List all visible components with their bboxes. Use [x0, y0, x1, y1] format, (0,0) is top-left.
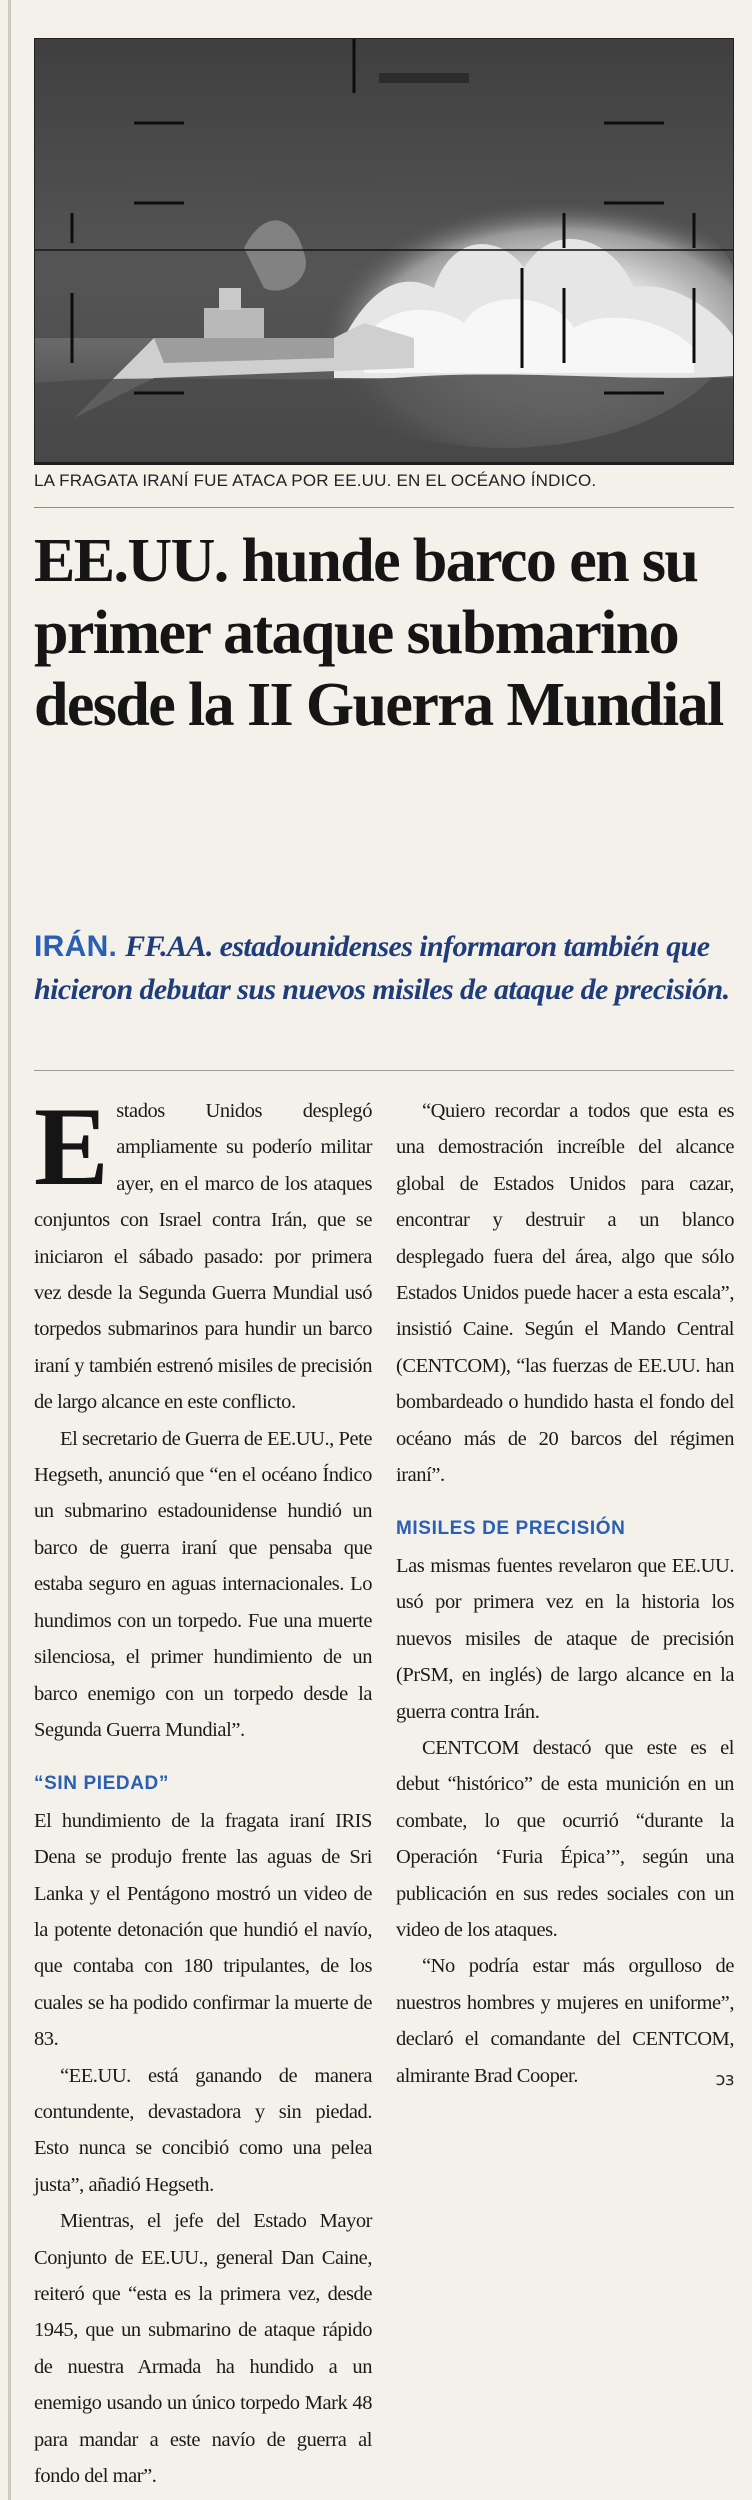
body-paragraph-4: “EE.UU. está ganando de manera contundente, devastadora y sin piedad. Esto nunca se concibió como una pelea justa”, añadió Hegseth.	[34, 2064, 372, 2196]
body-paragraph-2: El secretario de Guerra de EE.UU., Pete Hegseth, anunció que “en el océano Índico un submarino estadounidense hundió un barco de guerra iraní que pensaba que estaba seguro en aguas internacionales. Lo hundimos con un torpedo. Fue una muerte silenciosa, el primer hundimiento de un barco enemigo con un torpedo desde la Segunda Guerra Mundial”.	[34, 1427, 373, 1741]
body-paragraph-8: CENTCOM destacó que este es el debut “histórico” de esta munición en un combate, lo que ocurrió “durante la Operación ‘Furia Épica’”, según una publicación en sus redes sociales con un video de los ataques.	[396, 1736, 734, 1941]
body-paragraph-7: Las mismas fuentes revelaron que EE.UU. usó por primera vez en la historia los nuevos misiles de ataque de precisión (PrSM, en inglés) de largo alcance en la guerra contra Irán.	[396, 1554, 734, 1723]
body-paragraph-9	[396, 1948, 734, 2094]
column-continuation-spacer	[396, 1057, 734, 1093]
page-edge-rule	[8, 0, 11, 2500]
photo-caption: LA FRAGATA IRANÍ FUE ATACA POR EE.UU. EN EL OCÉANO ÍNDICO.	[34, 471, 597, 490]
end-of-article-mark: ↄз	[715, 2068, 734, 2090]
body-paragraph-1	[34, 1085, 372, 1421]
body-paragraph-1-text: stados Unidos desplegó ampliamente su poderío militar ayer, en el marco de los ataques conjuntos con Israel contra Irán, que se iniciaron el sábado pasado: por primera vez desde la Segunda Guerra Mundial usó torpedos submarinos para hundir un barco iraní y también estrenó misiles de precisión de largo alcance en este conflicto.	[34, 1100, 372, 1414]
body-column-right	[396, 1057, 734, 2098]
body-paragraph-6: “Quiero recordar a todos que esta es una demostración increíble del alcance global de Estados Unidos para cazar, encontrar y destruir a un blanco desplegado fuera del área, algo que sólo Estados Unidos puede hacer a esta escala”, insistió Caine. Según el Mando Central (CENTCOM), “las fuerzas de EE.UU. han bombardeado o hundido hasta el fondo del océano más de 20 barcos del régimen iraní”.	[396, 1100, 734, 1487]
thermal-periscope-image	[34, 38, 734, 463]
spacer	[34, 1748, 372, 1766]
spacer	[396, 1493, 734, 1511]
article-photo	[34, 38, 734, 463]
dek-text: FF.AA. estadounidenses informaron también que hicieron debutar sus nuevos misiles de ataque de precisión.	[34, 930, 730, 1006]
body-paragraph-9-text: “No podría estar más orgulloso de nuestros hombres y mujeres en uniforme”, declaró el comandante del CENTCOM, almirante Brad Cooper.	[396, 1955, 734, 2087]
body-paragraph-3: El hundimiento de la fragata iraní IRIS Dena se produjo frente las aguas de Sri Lanka y el Pentágono mostró un video de la potente detonación que hundió el navío, que contaba con 180 tripulantes, de los cuales se ha podido confirmar la muerte de 83.	[34, 1809, 372, 2051]
dek-section-tag: IRÁN.	[34, 930, 118, 963]
photo-bottom-rule	[34, 462, 734, 465]
body-paragraph-5: Mientras, el jefe del Estado Mayor Conjunto de EE.UU., general Dan Caine, reiteró que “esta es la primera vez, desde 1945, que un submarino de ataque rápido de nuestra Armada ha hundido a un enemigo usando un único torpedo Mark 48 para mandar a este navío de guerra al fondo del mar”.	[34, 2210, 372, 2488]
subhead-sin-piedad: “SIN PIEDAD”	[34, 1773, 169, 1795]
subhead-misiles: MISILES DE PRECISIÓN	[396, 1518, 626, 1540]
headline: EE.UU. hunde barco en su primer ataque submarino desde la II Guerra Mundial	[34, 527, 723, 739]
caption-divider	[34, 507, 734, 508]
body-column-left	[34, 1085, 373, 2494]
dek	[34, 925, 734, 1011]
dropcap: E	[34, 1085, 109, 1209]
